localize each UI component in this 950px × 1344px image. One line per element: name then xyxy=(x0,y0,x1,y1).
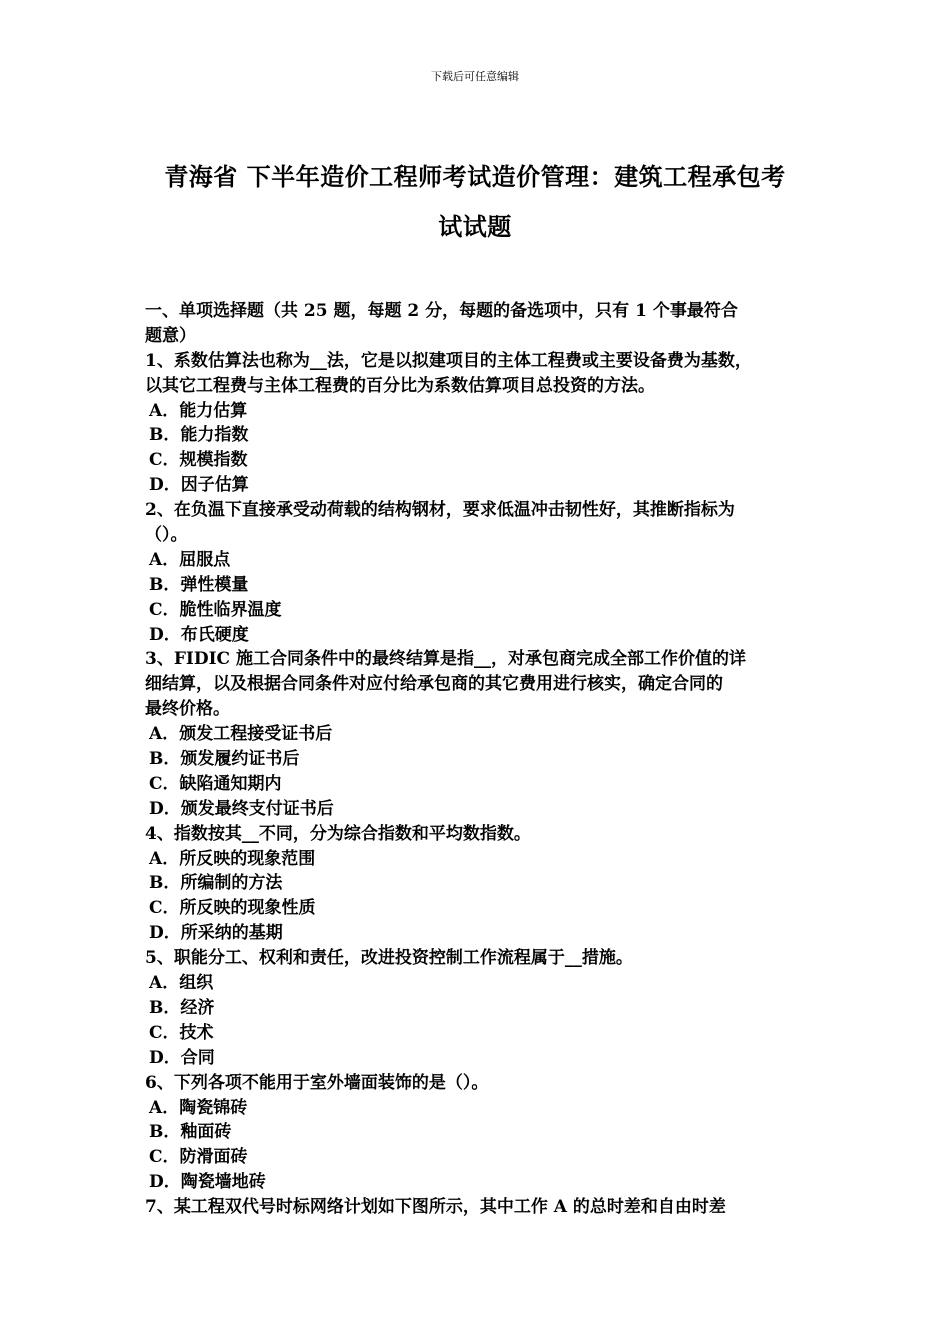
answer-option: A．组织 xyxy=(149,973,214,994)
document-title-line-2: 试试题 xyxy=(438,212,512,241)
answer-option: D．陶瓷墙地砖 xyxy=(149,1172,266,1193)
question xyxy=(145,349,820,498)
answer-option: A．颁发工程接受证书后 xyxy=(149,724,333,745)
answer-option: C．规模指数 xyxy=(149,450,248,471)
section-heading-continued: 题意） xyxy=(145,325,196,346)
answer-option: D．布氏硬度 xyxy=(149,624,249,645)
answer-option: C．技术 xyxy=(149,1022,214,1043)
answer-option: C．脆性临界温度 xyxy=(149,599,282,620)
answer-option: C．防滑面砖 xyxy=(149,1147,248,1168)
answer-option: A．所反映的现象范围 xyxy=(149,848,316,869)
question-text: 4、指数按其__不同，分为综合指数和平均数指数。 xyxy=(145,823,531,844)
answer-option: C．缺陷通知期内 xyxy=(149,773,282,794)
answer-option: D．因子估算 xyxy=(149,475,249,496)
question xyxy=(145,1071,820,1195)
question-text: 最终价格。 xyxy=(145,699,230,720)
question-text: 7、某工程双代号时标网络计划如下图所示，其中工作 A 的总时差和自由时差 xyxy=(145,1197,726,1218)
question xyxy=(145,1195,820,1220)
section-heading: 一、单项选择题（共 25 题，每题 2 分，每题的备选项中，只有 1 个事最符合 xyxy=(145,301,738,321)
answer-option: B．所编制的方法 xyxy=(149,873,283,894)
question-text: 细结算，以及根据合同条件对应付给承包商的其它费用进行核实，确定合同的 xyxy=(145,674,723,695)
answer-option: A．屈服点 xyxy=(149,549,231,570)
document-title-line-1: 青海省 下半年造价工程师考试造价管理：建筑工程承包考 xyxy=(164,162,786,191)
answer-option: B．经济 xyxy=(149,997,215,1018)
answer-option: A．陶瓷锦砖 xyxy=(149,1097,248,1118)
question xyxy=(145,822,820,946)
question-text: 1、系数估算法也称为__法，它是以拟建项目的主体工程费或主要设备费为基数， xyxy=(145,350,752,371)
answer-option: C．所反映的现象性质 xyxy=(149,898,316,919)
answer-option: B．弹性模量 xyxy=(149,574,249,595)
question-text: 6、下列各项不能用于室外墙面装饰的是（）。 xyxy=(145,1072,489,1093)
answer-option: A．能力估算 xyxy=(149,400,248,421)
answer-option: B．釉面砖 xyxy=(149,1122,232,1143)
question xyxy=(145,647,820,821)
answer-option: D．颁发最终支付证书后 xyxy=(149,798,334,819)
question-text: 3、FIDIC 施工合同条件中的最终结算是指__，对承包商完成全部工作价值的详 xyxy=(145,649,746,670)
answer-option: B．能力指数 xyxy=(149,425,249,446)
question-text: （）。 xyxy=(145,525,188,546)
question xyxy=(145,498,820,647)
question-text: 5、职能分工、权利和责任，改进投资控制工作流程属于__措施。 xyxy=(145,948,633,969)
answer-option: D．合同 xyxy=(149,1047,215,1068)
question-text: 2、在负温下直接承受动荷载的结构钢材，要求低温冲击韧性好，其推断指标为 xyxy=(145,500,735,521)
answer-option: D．所采纳的基期 xyxy=(149,923,283,944)
answer-option: B．颁发履约证书后 xyxy=(149,749,300,770)
question-list xyxy=(145,349,820,1220)
question-text: 以其它工程费与主体工程费的百分比为系数估算项目总投资的方法。 xyxy=(145,375,655,396)
exam-content xyxy=(145,299,820,1220)
header-note: 下载后可任意编辑 xyxy=(431,70,519,83)
question xyxy=(145,946,820,1070)
